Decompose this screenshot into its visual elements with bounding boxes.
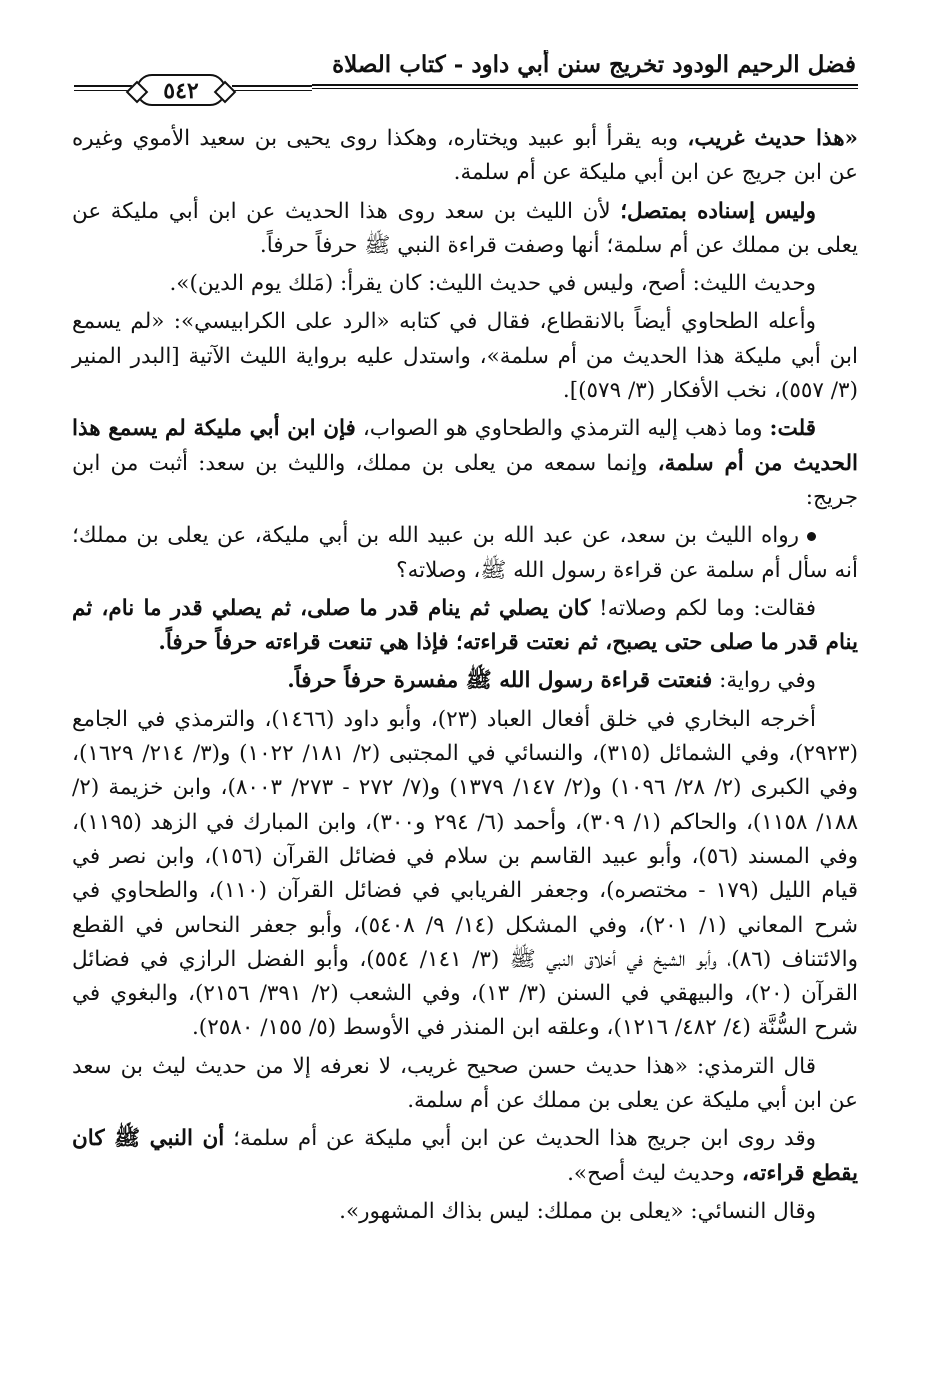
paragraph-layth-narration xyxy=(72,519,858,588)
bold-phrase: «هذا حديث غريب، xyxy=(687,126,858,151)
paragraph-tahawi: وأعله الطحاوي أيضاً بالانقطاع، فقال في كتابه «الرد على الكرابيسي»: «لم يسمع ابن أبي مليكة هذا الحديث من أم سلمة»، واستدل عليه برواية الليث الآتية [البدر المنير (٣/ ٥٥٧)، نخب الأفكار (٣/ ٥٧٩)]. xyxy=(72,309,858,404)
paragraph-not-connected xyxy=(72,195,858,264)
body-text xyxy=(72,122,858,1233)
running-title: فضل الرحيم الودود تخريج سنن أبي داود - كتاب الصلاة xyxy=(332,51,856,78)
paragraph-tirmidhi-verdict: قال الترمذي: «هذا حديث حسن صحيح غريب، لا نعرفه إلا من حديث ليث بن سعد عن ابن أبي مليكة عن يعلى بن مملك عن أم سلمة. xyxy=(72,1053,858,1114)
paragraph-layth-hadith: وحديث الليث: أصح، وليس في حديث الليث: كان يقرأ: (مَلك يوم الدين)». xyxy=(169,271,816,297)
paragraph-other-narration xyxy=(72,664,858,698)
paragraph-umm-salama-answer xyxy=(72,592,858,661)
ornament-line xyxy=(74,90,132,91)
ornament-line xyxy=(74,85,132,87)
text-run: رواه الليث بن سعد، عن عبد الله بن عبيد الله بن أبي مليكة، عن يعلى بن مملك؛ أنه سأل أم سلمة عن قراءة رسول الله ﷺ، وصلاته؟ xyxy=(72,523,858,583)
ornament-line xyxy=(232,90,312,91)
bold-phrase: فنعتت قراءة رسول الله ﷺ مفسرة حرفاً حرفاً. xyxy=(287,668,713,694)
bold-phrase: أن النبي ﷺ كان يقطع قراءته، xyxy=(72,1126,858,1186)
paragraph-author-comment xyxy=(72,412,858,515)
bold-phrase: كان يصلي ثم ينام قدر ما صلى، ثم يصلي قدر ما نام، ثم ينام قدر ما صلى حتى يصبح، ثم نعتت قراءته؛ فإذا هي تنعت قراءته حرفاً حرفاً. xyxy=(72,595,858,656)
paragraph-takhrij-sources: أخرجه البخاري في خلق أفعال العباد (٢٣)، وأبو داود (١٤٦٦)، والترمذي في الجامع (٢٩٢٣)، وفي الشمائل (٣١٥)، والنسائي في المجتبى (٢/ ١٨١/ ١٠٢٢) و(٣/ ٢١٤/ ١٦٢٩)، وفي الكبرى (٢/ ٢٨/ ١٠٩٦) و(٢/ ١٤٧/ ١٣٧٩) و(٧/ ٢٧٢ - ٢٧٣/ ٨٠٠٣)، وابن خزيمة (٢/ ١٨٨/ ١١٥٨)، والحاكم (١/ ٣٠٩)، وأحمد (٦/ ٢٩٤ و٣٠٠)، وابن المبارك في الزهد (١١٩٥)، وفي المسند (٥٦)، وأبو عبيد القاسم بن سلام في فضائل القرآن (١٥٦)، وابن نصر في قيام الليل (١٧٩ - مختصره)، وجعفر الفريابي في فضائل القرآن (١١٠)، والطحاوي في شرح المعاني (١/ ٢٠١)، وفي المشكل (١٤/ ٩/ ٥٤٠٨)، وأبو جعفر النحاس في القطع والائتناف (٨٦)، وأبو الشيخ في أخلاق النبي ﷺ (٣/ ١٤١/ ٥٥٤)، وأبو الفضل الرازي في فضائل القرآن (٢٠)، والبيهقي في السنن (٣/ ١٣)، وفي الشعب (٢/ ٣٩١/ ٢١٥٦)، والبغوي في شرح السُّنَّة (٤/ ٤٨٢/ ١٢١٦)، وعلقه ابن المنذر في الأوسط (٥/ ١٥٥/ ٢٥٨٠). xyxy=(72,706,859,1041)
page-number: ٥٤٢ xyxy=(136,74,226,106)
text-run: وما ذهب إليه الترمذي والطحاوي هو الصواب، xyxy=(355,416,770,442)
text-run: لأن الليث بن سعد روى هذا الحديث عن ابن أبي مليكة عن يعلى بن مملك عن أم سلمة؛ أنها وصفت قراءة النبي ﷺ حرفاً حرفاً. xyxy=(72,198,858,258)
bold-phrase: قلت: xyxy=(769,416,816,442)
ornament-line xyxy=(232,85,312,87)
bold-phrase: وليس إسناده بمتصل؛ xyxy=(620,198,816,224)
text-run: وإنما سمعه من يعلى بن مملك، والليث بن سعد: أثبت من ابن جريج: xyxy=(72,450,858,510)
paragraph-nasai: وقال النسائي: «يعلى بن مملك: ليس بذاك المشهور». xyxy=(339,1198,816,1224)
bold-phrase: فإن ابن أبي مليكة لم يسمع هذا الحديث من أم سلمة، xyxy=(72,416,859,476)
text-run: وبه يقرأ أبو عبيد ويختاره، وهكذا روى يحيى بن سعيد الأموي وغيره عن ابن جريج عن ابن أبي مليكة عن أم سلمة. xyxy=(72,126,858,186)
text-run: وفي رواية: xyxy=(712,668,816,694)
paragraph-tirmidhi-quote xyxy=(72,122,858,191)
page-number-ornament xyxy=(74,74,312,106)
paragraph-ibn-jurayj xyxy=(72,1122,858,1191)
text-run: وحديث ليث أصح». xyxy=(567,1160,742,1186)
text-run: وقد روى ابن جريج هذا الحديث عن ابن أبي مليكة عن أم سلمة؛ xyxy=(224,1126,816,1152)
text-run: فقالت: وما لكم وصلاته! xyxy=(590,595,816,621)
bullet-icon xyxy=(807,532,816,541)
